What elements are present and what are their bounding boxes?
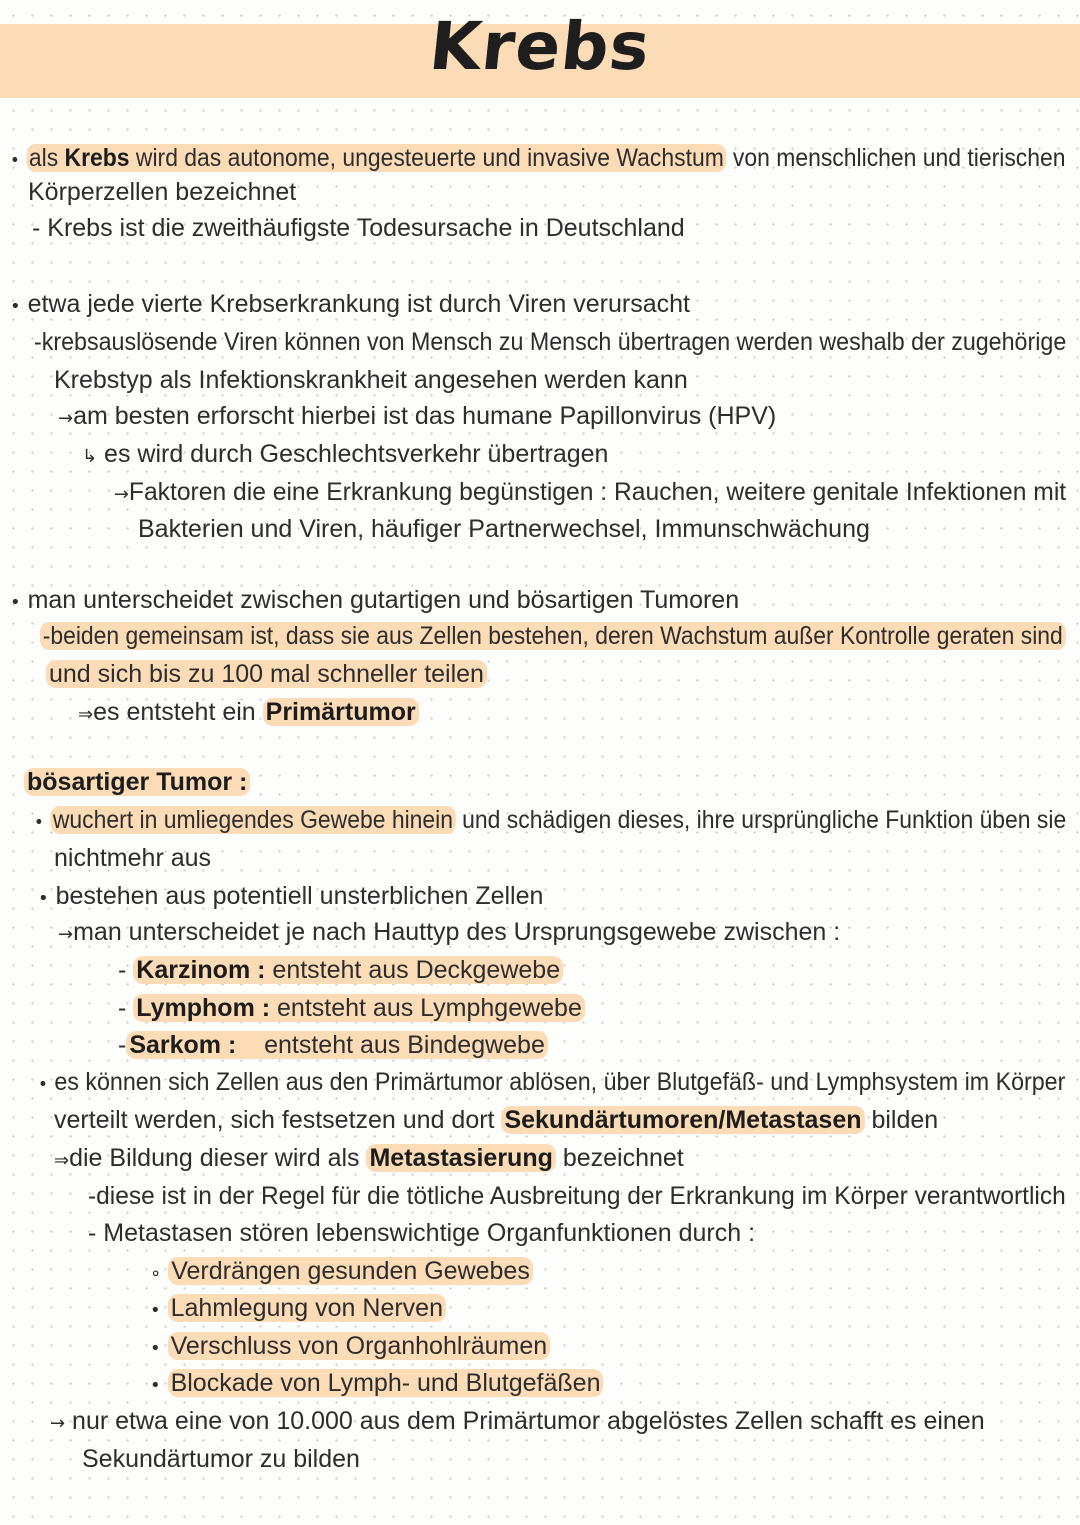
organ-effect-3: • Verschluss von Organhohlräumen — [150, 1330, 550, 1365]
term-metastasen: Sekundärtumoren/Metastasen — [501, 1106, 864, 1134]
page-title: Krebs — [425, 8, 655, 85]
bullet-dot-icon: • — [38, 888, 49, 909]
arrow-icon: → — [58, 924, 74, 945]
dash-icon: - — [118, 956, 127, 984]
intro-line-3: - Krebs ist die zweithäufigste Todesursache in Deutschland — [32, 214, 685, 242]
virus-line-6: →Faktoren die eine Erkrankung begünstigen : Rauchen, weitere genitale Infektionen mit — [114, 476, 1066, 511]
malignant-line-4: →man unterscheidet je nach Hauttyp des Ursprungsgewebe zwischen : — [58, 916, 840, 951]
swap-arrow-icon: ↳ — [82, 446, 98, 467]
virus-line-7: Bakterien und Viren, häufiger Partnerwechsel, Immunschwächung — [138, 515, 870, 543]
intro-line-1: • als Krebs wird das autonome, ungesteuerte und invasive Wachstum von menschlichen und tierischen — [10, 142, 1066, 177]
dash-icon: - — [118, 1031, 127, 1059]
dash-icon: - — [118, 994, 127, 1022]
bullet-dot-icon: • — [38, 1074, 48, 1095]
virus-line-4: →am besten erforscht hierbei ist das humane Papillonvirus (HPV) — [58, 400, 776, 435]
virus-line-5: ↳ es wird durch Geschlechtsverkehr übertragen — [82, 438, 608, 473]
tumor-line-3: und sich bis zu 100 mal schneller teilen — [46, 658, 487, 690]
tumor-line-4: ⇒es entsteht ein Primärtumor — [78, 696, 419, 731]
virus-line-3: Krebstyp als Infektionskrankheit angesehen werden kann — [54, 366, 688, 394]
malignant-heading: bösartiger Tumor : — [24, 766, 250, 798]
term-metastasierung: Metastasierung — [366, 1144, 555, 1172]
dash-icon: - — [88, 1182, 97, 1210]
bullet-dot-icon: • — [150, 1375, 161, 1396]
tumor-line-2: -beiden gemeinsam ist, dass sie aus Zellen bestehen, deren Wachstum außer Kontrolle geraten sind — [40, 620, 1066, 652]
tumor-type-karzinom: - Karzinom : entsteht aus Deckgewebe — [118, 954, 563, 986]
organ-effect-2: • Lahmlegung von Nerven — [150, 1292, 446, 1327]
malignant-line-10: → nur etwa eine von 10.000 aus dem Primärtumor abgelöstes Zellen schafft es einen — [50, 1405, 985, 1440]
organ-effect-1: ∘ Verdrängen gesunden Gewebes — [150, 1255, 533, 1290]
bullet-dot-icon: • — [150, 1300, 161, 1321]
bullet-dot-icon: • — [150, 1338, 161, 1359]
virus-line-2: -krebsauslösende Viren können von Mensch zu Mensch übertragen werden weshalb der zugehörige — [34, 328, 1067, 356]
virus-line-1: • etwa jede vierte Krebserkrankung ist durch Viren verursacht — [10, 288, 690, 323]
malignant-line-9: - Metastasen stören lebenswichtige Organfunktionen durch : — [88, 1219, 756, 1247]
bullet-dot-icon: • — [10, 150, 20, 171]
malignant-line-11: Sekundärtumor zu bilden — [82, 1445, 360, 1473]
term-krebs: Krebs — [64, 144, 130, 172]
bullet-dot-icon: • — [10, 296, 21, 317]
organ-effect-4: • Blockade von Lymph- und Blutgefäßen — [150, 1367, 603, 1402]
double-arrow-icon: ⇒ — [54, 1150, 70, 1171]
dash-icon: - — [42, 622, 51, 650]
malignant-line-8: -diese ist in der Regel für die tötliche Ausbreitung der Erkrankung im Körper verantwortlich — [88, 1182, 1066, 1210]
term-primaertumor: Primärtumor — [263, 698, 419, 726]
bullet-dot-icon: • — [34, 812, 44, 833]
malignant-line-7: ⇒die Bildung dieser wird als Metastasierung bezeichnet — [54, 1142, 684, 1177]
dash-icon: - — [34, 328, 42, 356]
double-arrow-icon: ⇒ — [78, 704, 94, 725]
arrow-icon: → — [50, 1413, 66, 1434]
dash-icon: - — [88, 1219, 97, 1247]
tumor-line-1: • man unterscheidet zwischen gutartigen und bösartigen Tumoren — [10, 584, 739, 619]
arrow-icon: → — [114, 484, 129, 505]
malignant-line-5: • es können sich Zellen aus den Primärtumor ablösen, über Blutgefäß- und Lymphsystem im Körper — [38, 1066, 1065, 1101]
tumor-type-sarkom: - Sarkom : entsteht aus Bindegwebe — [118, 1029, 548, 1061]
malignant-line-3: • bestehen aus potentiell unsterblichen Zellen — [38, 880, 543, 915]
circle-bullet-icon: ∘ — [150, 1263, 162, 1284]
intro-line-2: Körperzellen bezeichnet — [28, 178, 297, 206]
malignant-line-2: nichtmehr aus — [54, 844, 212, 872]
bullet-dot-icon: • — [10, 592, 21, 613]
arrow-icon: → — [58, 408, 74, 429]
malignant-line-6: verteilt werden, sich festsetzen und dort Sekundärtumoren/Metastasen bilden — [54, 1106, 939, 1134]
tumor-type-lymphom: - Lymphom : entsteht aus Lymphgewebe — [118, 992, 585, 1024]
dash-icon: - — [32, 214, 41, 242]
malignant-line-1: • wuchert in umliegendes Gewebe hinein und schädigen dieses, ihre ursprüngliche Funktion üben sie — [34, 804, 1066, 839]
